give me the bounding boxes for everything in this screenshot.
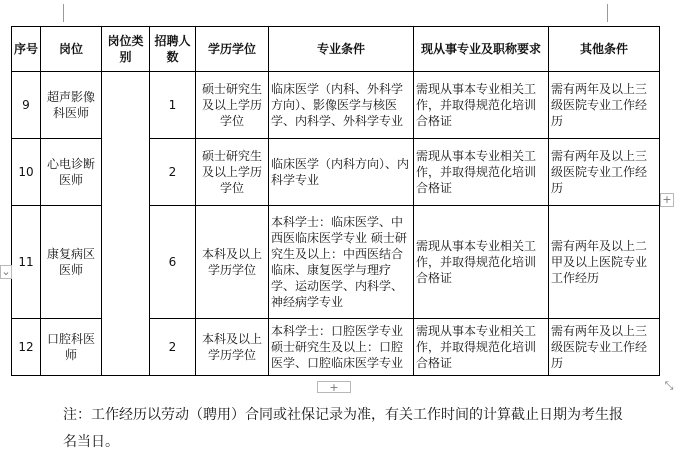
cell-other: 需有两年及以上三级医院专业工作经历 <box>549 319 660 376</box>
table-row <box>12 72 660 139</box>
add-column-button[interactable]: + <box>660 193 674 207</box>
header-requirement: 现从事专业及职称要求 <box>414 27 549 72</box>
cell-count: 2 <box>150 139 196 206</box>
cell-major: 本科学士：口腔医学专业 硕士研究生及以上：口腔医学、口腔临床医学专业 <box>269 319 414 376</box>
cell-degree: 硕士研究生及以上学历学位 <box>196 139 269 206</box>
cell-position: 口腔科医师 <box>41 319 102 376</box>
cell-degree: 硕士研究生及以上学历学位 <box>196 72 269 139</box>
row-toggle-icon[interactable]: ⌄ <box>1 265 11 278</box>
header-no: 序号 <box>12 27 41 72</box>
header-count: 招聘人数 <box>150 27 196 72</box>
cell-other: 需有两年及以上三级医院专业工作经历 <box>549 139 660 206</box>
table-header-row <box>12 27 660 72</box>
resize-handle-icon[interactable]: ⤡ <box>662 380 676 394</box>
cell-no: 10 <box>12 139 41 206</box>
cell-major: 临床医学（内科、外科学方向）、影像医学与核医学、内科学、外科学专业 <box>269 72 414 139</box>
crop-mark-right <box>607 4 608 22</box>
footnote: 注：工作经历以劳动（聘用）合同或社保记录为准，有关工作时间的计算截止日期为考生报名当日。 <box>63 407 623 450</box>
cell-degree: 本科及以上学历学位 <box>196 319 269 376</box>
header-position: 岗位 <box>41 27 102 72</box>
cell-count: 1 <box>150 72 196 139</box>
cell-no: 12 <box>12 319 41 376</box>
cell-requirement: 需现从事本专业相关工作，并取得规范化培训合格证 <box>414 139 549 206</box>
header-category: 岗位类别 <box>102 27 150 72</box>
cell-count: 2 <box>150 319 196 376</box>
cell-no: 11 <box>12 206 41 319</box>
cell-other: 需有两年及以上三级医院专业工作经历 <box>549 72 660 139</box>
cell-degree: 本科及以上学历学位 <box>196 206 269 319</box>
add-row-button[interactable]: + <box>317 381 351 393</box>
cell-other: 需有两年及以上二甲及以上医院专业工作经历 <box>549 206 660 319</box>
header-other: 其他条件 <box>549 27 660 72</box>
header-degree: 学历学位 <box>196 27 269 72</box>
cell-requirement: 需现从事本专业相关工作，并取得规范化培训合格证 <box>414 319 549 376</box>
cell-position: 超声影像科医师 <box>41 72 102 139</box>
cell-position: 康复病区医师 <box>41 206 102 319</box>
recruitment-table <box>11 26 660 376</box>
cell-count: 6 <box>150 206 196 319</box>
cell-position: 心电诊断医师 <box>41 139 102 206</box>
cell-category-merged <box>102 72 150 376</box>
header-major: 专业条件 <box>269 27 414 72</box>
cell-major: 本科学士：临床医学、中西医临床医学专业 硕士研究生及以上：中西医结合临床、康复医学与理疗学、运动医学、内科学、神经病学专业 <box>269 206 414 319</box>
cell-requirement: 需现从事本专业相关工作，并取得规范化培训合格证 <box>414 72 549 139</box>
crop-mark-left <box>63 4 64 22</box>
cell-requirement: 需现从事本专业相关工作，并取得规范化培训合格证 <box>414 206 549 319</box>
cell-no: 9 <box>12 72 41 139</box>
cell-major: 临床医学（内科方向）、内科学专业 <box>269 139 414 206</box>
